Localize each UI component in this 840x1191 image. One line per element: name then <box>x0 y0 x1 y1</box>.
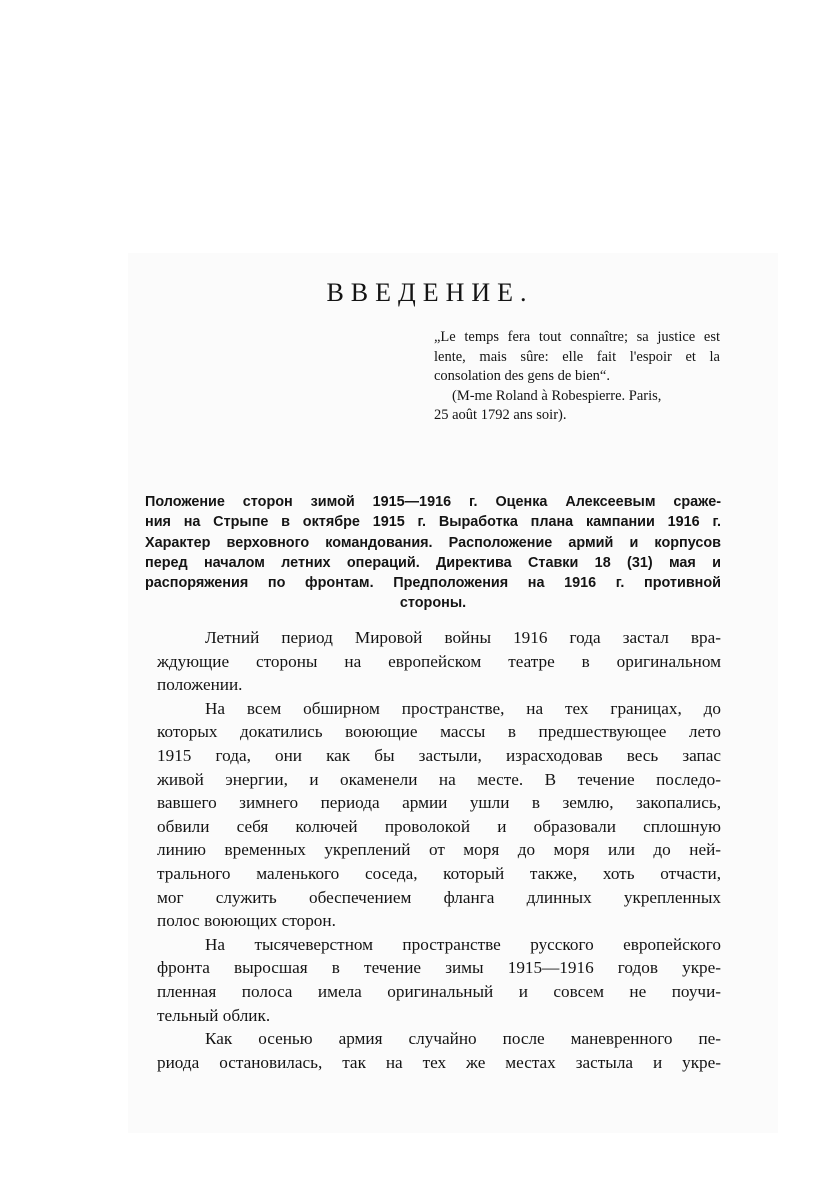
text-line: обвили себя колючей проволокой и образовали сплошную <box>157 816 721 836</box>
text-line: Как осенью армия случайно после маневренного пе- <box>205 1029 721 1049</box>
paragraph <box>157 933 721 1027</box>
text-line: линию временных укреплений от моря до моря или до ней- <box>157 840 721 860</box>
text-line: вавшего зимнего периода армии ушли в землю, закопались, <box>157 793 721 813</box>
text-line: мог служить обеспечением фланга длинных укрепленных <box>157 887 721 907</box>
text-line: тельный облик. <box>157 1005 271 1025</box>
summary-line: ния на Стрыпе в октябре 1915 г. Выработка плана кампании 1916 г. <box>145 514 721 531</box>
epigraph-source-line-1: (M-me Roland à Robespierre. Paris, <box>452 387 662 404</box>
text-line: полос воюющих сторон. <box>157 911 336 931</box>
epigraph-source-line-2: 25 août 1792 ans soir). <box>434 407 567 424</box>
summary-line: Характер верховного командования. Расположение армий и корпусов <box>145 534 721 551</box>
epigraph <box>434 328 720 426</box>
summary-line: перед началом летних операций. Директива Ставки 18 (31) мая и <box>145 554 721 571</box>
body-text <box>157 626 721 1074</box>
epigraph-quote: „Le temps fera tout connaître; sa justice est lente, mais sûre: elle fait l'espoir et la consolation des gens de bien“. <box>434 329 720 385</box>
text-line: положении. <box>157 675 243 695</box>
text-line: трального маленького соседа, который также, хоть отчасти, <box>157 863 721 883</box>
text-line: Летний период Мировой войны 1916 года застал вра- <box>205 628 721 647</box>
text-line: На всем обширном пространстве, на тех границах, до <box>205 698 721 718</box>
text-line: пленная полоса имела оригинальный и совсем не поучи- <box>157 981 721 1001</box>
text-line: фронта выросшая в течение зимы 1915—1916 годов укре- <box>157 958 721 978</box>
text-line: 1915 года, они как бы застыли, израсходовав весь запас <box>157 745 721 765</box>
text-line: живой энергии, и окаменели на месте. В течение последо- <box>157 769 721 789</box>
text-line: риода остановилась, так на тех же местах застыла и укре- <box>157 1052 721 1072</box>
summary-line: стороны. <box>399 595 467 612</box>
summary-line: Положение сторон зимой 1915—1916 г. Оценка Алексеевым сраже- <box>145 494 721 510</box>
chapter-title: ВВЕДЕНИЕ. <box>326 278 534 307</box>
paragraph <box>157 626 721 697</box>
text-line: которых докатились воюющие массы в предшествующее лето <box>157 722 721 742</box>
paragraph <box>157 1027 721 1074</box>
text-line: На тысячеверстном пространстве русского европейского <box>205 934 721 954</box>
summary-line: распоряжения по фронтам. Предположения на 1916 г. противной <box>145 575 721 592</box>
text-line: ждующие стороны на европейском театре в оригинальном <box>157 651 721 671</box>
paragraph <box>157 697 721 933</box>
chapter-summary <box>145 492 721 614</box>
